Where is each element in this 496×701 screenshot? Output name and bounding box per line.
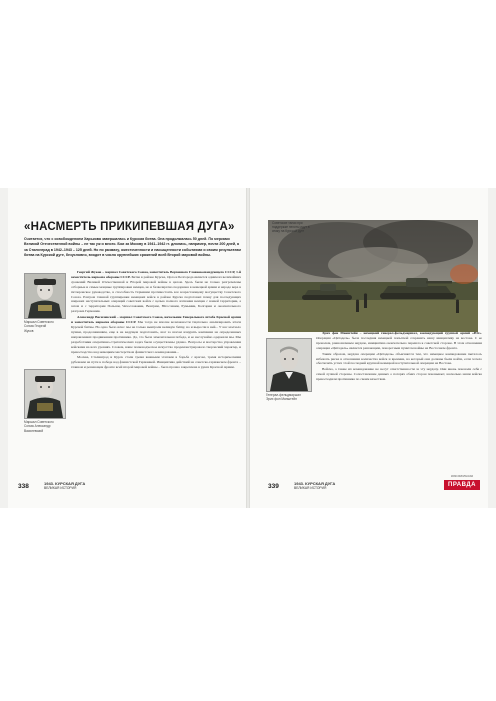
right-paragraph-1: Эрих фон Манштейн – немецкий генерал-фельдмаршал, командующий группой армий «Юг». Операция «Цитадель» была последняя немецкой попыткой сохранить нашу инициативу на востоке. С ее провалом, равнозначным неудаче, инициатива окончательно перешла к советской стороне. В этом отношении операция «Цитадель» является решающим, поворотным пунктом войны на Восточном фронте. — [316, 331, 482, 350]
left-page — [8, 188, 246, 508]
right-paragraph-3: Войска, а также их командование не несут ответственности за эту неудачу. Они вновь показали себя с самой лучшей стороны. Сопоставление данных о потерях обеих сторон показывает, насколько наши войска превосходили противника по своим качествам. — [316, 367, 482, 382]
right-page — [250, 188, 488, 508]
left-paragraph-1: Георгий Жуков – маршал Советского Союза, заместитель Верховного Главнокомандующего СССР, 1-й заместитель наркома обороны СССР. Битва в районе Курска, Орла и Белгорода является одним из величайших сражений Великой Отечественной и Второй мировой войны в целом. Здесь были не только разгромлены отборные и самые мощные группировки немцев, но и безвозвратно подорвана в немецкой армии и народе вера в гитлеровское руководство, в способность Германии противостоять все возрастающему могуществу Советского Союза. Разгром главной группировки немецких войск в районе Курска подготовил почву для последующих широких наступательных операций советских войск с целью полного изгнания немцев с нашей территории, а затем и с территории Польши, Чехословакии, Венгрии, Югославии, Румынии, Болгарии и окончательного разгрома Германии. — [71, 270, 241, 314]
portrait-vasilevsky-caption: Маршал Советского Союза Александр Василевский — [24, 420, 54, 433]
publisher-logo: ПРАВДА — [444, 480, 480, 490]
portrait-manstein-caption: Генерал-фельдмаршал Эрих фон Манштейн — [266, 393, 301, 402]
portrait-zhukov — [24, 273, 66, 319]
right-paragraph-2: Таким образом, неудача операции «Цитадель» объясняется тем, что немецкое командование пыталось избежать риска в отношении количества войск и времени, на который они должны были войти, если хотело обеспечить успех этой последней крупной немецкой наступательной операции на Востоке. — [316, 351, 482, 366]
left-page-number: 338 — [18, 483, 29, 490]
book-spread — [0, 188, 496, 508]
left-paragraph-2: Александр Василевский – маршал Советского Союза, начальник Генерального штаба Красной армии и заместитель наркома обороны СССР. Мы тогда не вполне возможности тщательно анализировать итоги Курской битвы. Но одно было ясно: мы не только выиграли великую битву, но и выросли в ней... У нас молчало пушки, продолжившим, еще в не ведущем подготовить, шаг за шагом изнурять кампании на определенных направлениях продвижения противника. Да, это была замечательная победа, и ее неслучайно одержали мы. Мы разработчики оперативно-стратегических задач были осуществлены удачно. Вопросы и мастерство управления войсками на всех уровнях. Словом, наше полководческое искусство продемонстрировало творческий характер, и превосходство над немецким мастерством фашистского командования... — [71, 315, 241, 354]
left-series-label: 1943. КУРСКАЯ ДУГА ВЕЛИКАЯ ИСТОРИЯ — [44, 481, 86, 490]
publisher-logo-top: КОМСОМОЛЬСКАЯ — [450, 475, 474, 478]
right-page-number: 339 — [268, 483, 279, 490]
article-lead: Считается, что с освобождением Харькова завершилась и Курская битва. Она продолжалась 50 дней. По мерками Великой Отечественной войны – не так уж и много. Бои за Москву в 1941–1942 гг. длились, например, почти 200 дней, а за Сталинград в 1942–1943 – 125 дней. Но по размаху, ожесточенности и насыщенности событиями и своим результатам битва на Курской дуге, безусловно, входит в число крупнейших сражений всей Второй мировой войны. — [24, 237, 241, 257]
right-series-label: 1943. КУРСКАЯ ДУГА ВЕЛИКАЯ ИСТОРИЯ — [294, 481, 336, 490]
left-body-column — [71, 270, 241, 371]
right-body-column — [316, 331, 482, 383]
battle-photo-caption: Советские танки при поддержке пехоты идут в атаку на Курской дуге — [272, 221, 310, 234]
portrait-vasilevsky — [24, 369, 66, 419]
article-title: «НАСМЕРТЬ ПРИКИПЕВШАЯ ДУГА» — [24, 221, 235, 233]
left-paragraph-3: Москва, Сталинград и Курск стали тремя важными этапами в борьбе с врагом, тремя историческими рубежами на пути к победе над фашистской Германией. Инициатива действий на советско-германском фронте – главном и решающем фронте всей второй мировой войны – была прочно закреплена в руках Красной Армии. — [71, 355, 241, 370]
portrait-manstein — [266, 338, 312, 392]
battle-photo — [268, 220, 478, 332]
portrait-zhukov-caption: Маршал Советского Союза Георгий Жуков — [24, 320, 54, 333]
